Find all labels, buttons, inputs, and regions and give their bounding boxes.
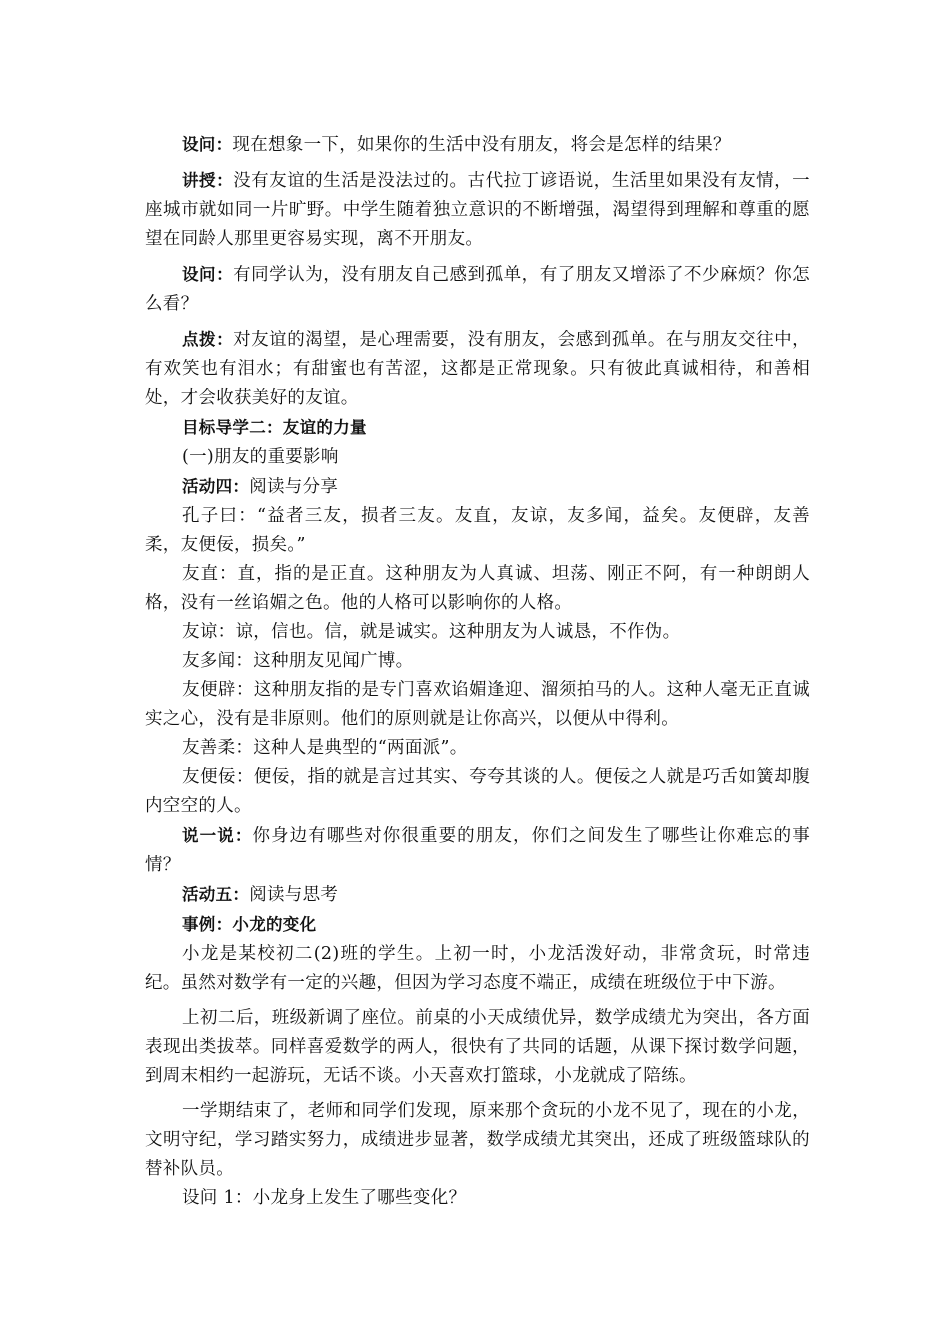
section-heading xyxy=(145,413,810,443)
paragraph-text: 阅读与分享 xyxy=(249,477,339,497)
paragraph-text: 友便佞：便佞，指的就是言过其实、夸夸其谈的人。便佞之人就是巧舌如簧却腹内空空的人。 xyxy=(145,767,810,816)
paragraph xyxy=(145,618,810,647)
paragraph-label: 活动五： xyxy=(182,885,250,904)
paragraph-label: 设问： xyxy=(182,265,234,284)
case-heading xyxy=(145,910,810,940)
paragraph-text: 上初二后，班级新调了座位。前桌的小天成绩优异，数学成绩尤为突出，各方面表现出类拔萃。同样喜爱数学的两人，很快有了共同的话题，从课下探讨数学问题，到周末相约一起游玩，无话不谈。小天喜欢打篮球，小龙就成了陪练。 xyxy=(145,1008,810,1086)
paragraph-label: 点拨： xyxy=(182,330,234,349)
document-body xyxy=(145,130,810,1213)
paragraph-text: 有同学认为，没有朋友自己感到孤单，有了朋友又增添了不少麻烦？你怎么看？ xyxy=(145,265,810,314)
activity-heading xyxy=(145,472,810,502)
activity-heading xyxy=(145,880,810,910)
paragraph xyxy=(145,502,810,560)
paragraph-text: 友多闻：这种朋友见闻广博。 xyxy=(182,651,414,671)
paragraph-text: (一)朋友的重要影响 xyxy=(182,447,339,467)
paragraph xyxy=(145,734,810,763)
paragraph xyxy=(145,166,810,254)
paragraph xyxy=(145,676,810,734)
paragraph-text: 现在想象一下，如果你的生活中没有朋友，将会是怎样的结果？ xyxy=(232,135,731,155)
paragraph-text: 对友谊的渴望，是心理需要，没有朋友，会感到孤单。在与朋友交往中，有欢笑也有泪水；有甜蜜也有苦涩，这都是正常现象。只有彼此真诚相待，和善相处，才会收获美好的友谊。 xyxy=(145,330,810,408)
paragraph-label: 说一说： xyxy=(182,826,253,845)
paragraph-label: 活动四： xyxy=(182,477,250,496)
paragraph-text: 小龙是某校初二(2)班的学生。上初一时，小龙活泼好动，非常贪玩，时常违纪。虽然对数学有一定的兴趣，但因为学习态度不端正，成绩在班级位于中下游。 xyxy=(145,944,810,993)
paragraph xyxy=(145,821,810,880)
paragraph xyxy=(145,763,810,821)
paragraph-text: 友便辟：这种朋友指的是专门喜欢谄媚逢迎、溜须拍马的人。这种人毫无正直诚实之心，没有是非原则。他们的原则就是让你高兴，以便从中得利。 xyxy=(145,680,810,729)
paragraph xyxy=(145,260,810,319)
paragraph xyxy=(145,647,810,676)
paragraph-text: 没有友谊的生活是没法过的。古代拉丁谚语说，生活里如果没有友情，一座城市就如同一片旷野。中学生随着独立意识的不断增强，渴望得到理解和尊重的愿望在同龄人那里更容易实现，离不开朋友。 xyxy=(145,171,810,249)
paragraph-label: 讲授： xyxy=(182,171,234,190)
paragraph-text: 友善柔：这种人是典型的“两面派”。 xyxy=(182,738,468,758)
paragraph-text: 孔子曰：“益者三友，损者三友。友直，友谅，友多闻，益矣。友便辟，友善柔，友便佞，损矣。” xyxy=(145,506,810,555)
paragraph xyxy=(145,560,810,618)
subsection-heading xyxy=(145,443,810,472)
paragraph-text: 设问 1：小龙身上发生了哪些变化？ xyxy=(182,1188,467,1208)
paragraph-text: 友谅：谅，信也。信，就是诚实。这种朋友为人诚恳，不作伪。 xyxy=(182,622,681,642)
paragraph xyxy=(145,130,810,160)
paragraph-text: 友直：直，指的是正直。这种朋友为人真诚、坦荡、刚正不阿，有一种朗朗人格，没有一丝谄媚之色。他的人格可以影响你的人格。 xyxy=(145,564,810,613)
paragraph-text: 阅读与思考 xyxy=(249,885,339,905)
paragraph xyxy=(145,1004,810,1091)
case-heading-text: 事例：小龙的变化 xyxy=(182,915,317,934)
paragraph xyxy=(145,1097,810,1184)
paragraph xyxy=(145,325,810,413)
paragraph-text: 你身边有哪些对你很重要的朋友，你们之间发生了哪些让你难忘的事情？ xyxy=(145,826,810,875)
section-heading-text: 目标导学二：友谊的力量 xyxy=(182,418,367,437)
paragraph-text: 一学期结束了，老师和同学们发现，原来那个贪玩的小龙不见了，现在的小龙，文明守纪，学习踏实努力，成绩进步显著，数学成绩尤其突出，还成了班级篮球队的替补队员。 xyxy=(145,1101,810,1179)
question xyxy=(145,1184,810,1213)
paragraph xyxy=(145,940,810,998)
paragraph-label: 设问： xyxy=(182,135,233,154)
